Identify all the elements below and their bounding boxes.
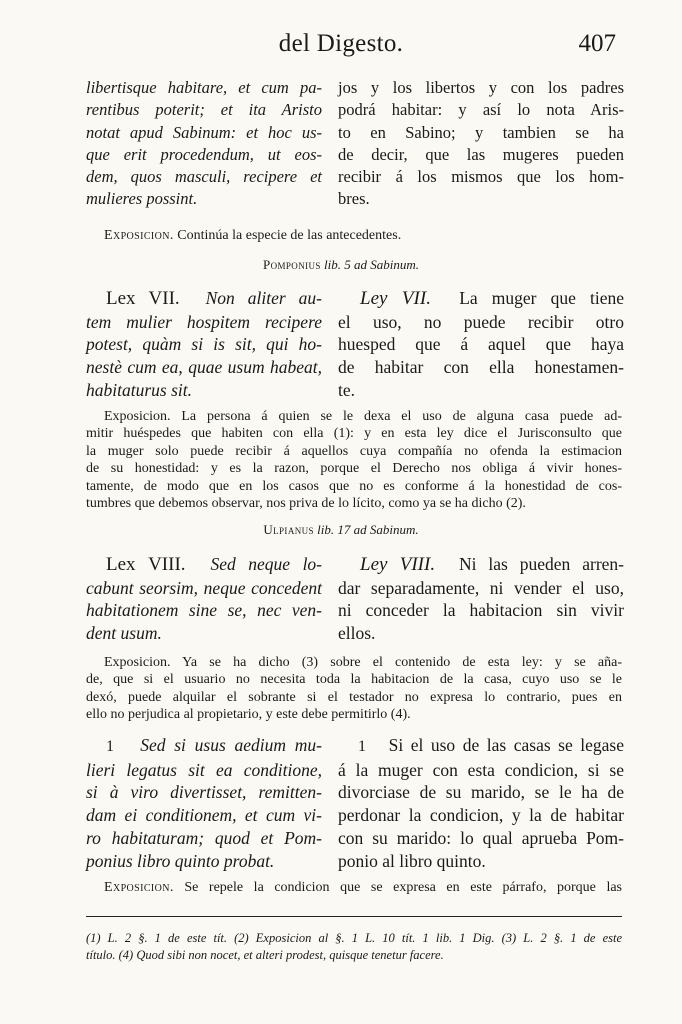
- section-number: 1: [358, 738, 366, 755]
- latin-line: libertisque habitare, et cum pa-: [86, 78, 322, 97]
- latin-line: dem, quos masculi, recipere et: [86, 167, 322, 187]
- spanish-line: te.: [338, 379, 356, 400]
- spanish-line: á la muger con esta condicion, si se: [338, 759, 624, 780]
- exposicion-text: Se repele la condicion que se expresa en este párrafo, porque las: [184, 880, 622, 895]
- latin-line: habitationem sine se, nec ven-: [86, 600, 322, 621]
- latin-line: nestè cum ea, quae usum habeat,: [86, 357, 322, 378]
- latin-line: si à viro divertisset, remitten-: [86, 782, 322, 803]
- latin-column-lex7: [86, 287, 322, 402]
- exposicion-4: [86, 879, 622, 896]
- spanish-column-lex8: [338, 553, 624, 645]
- spanish-column-block1: [338, 77, 624, 211]
- latin-line: Sed si usus aedium mu-: [140, 735, 323, 755]
- latin-line: habitaturus sit.: [86, 379, 192, 400]
- spanish-line: Ni las pueden arren-: [458, 554, 624, 574]
- spanish-line: huesped que á aquel que haya: [338, 334, 624, 355]
- exposicion-3: [86, 654, 622, 724]
- spanish-line: to en Sabino; y tambien se ha: [338, 122, 624, 142]
- spanish-line: de habitar con ella honestamen-: [338, 357, 624, 378]
- latin-line: notat apud Sabinum: et hoc us-: [86, 122, 322, 142]
- ley-number: Ley VIII.: [360, 554, 436, 575]
- spanish-column-section1: [338, 734, 624, 872]
- spanish-line: perdonar la condicion, y la de habitar: [338, 805, 624, 826]
- lex-number: Lex VIII.: [106, 554, 186, 575]
- spanish-column-lex7: [338, 287, 624, 402]
- latin-line: dent usum.: [86, 623, 162, 644]
- spanish-line: recibir á los mismos que los hom-: [338, 167, 624, 187]
- source-citation-1: [0, 257, 682, 273]
- latin-column-block1: [86, 77, 322, 211]
- latin-line: Sed neque lo-: [210, 554, 323, 574]
- exposicion-line: Exposicion. La persona á quien se le dexa el uso de alguna casa puede ad-: [104, 409, 622, 424]
- footnote-rule: [86, 916, 622, 917]
- exposicion-label: Exposicion.: [104, 880, 174, 895]
- latin-line: rentibus poterit; et ita Aristo: [86, 100, 322, 120]
- exposicion-label: Exposicion.: [104, 228, 174, 243]
- exposicion-line: tumbres que debemos observar, nos priva de lo lícito, como ya se ha dicho (2).: [86, 496, 526, 512]
- page-number: 407: [578, 30, 616, 57]
- latin-line: lieri legatus sit ea conditione,: [86, 759, 322, 780]
- exposicion-line: de, que si el usuario no necesita toda la habitacion de la casa, cuyo uso se le: [86, 672, 622, 688]
- exposicion-line: ello no perjudica al propietario, y este debe permitirlo (4).: [86, 707, 411, 723]
- source-author: Pomponius: [262, 257, 321, 272]
- ley-number: Ley VII.: [360, 288, 431, 309]
- exposicion-1: [86, 227, 622, 244]
- footnote-line: título. (4) Quod sibi non nocet, et alteri prodest, quisque tenetur facere.: [86, 948, 444, 962]
- latin-line: tem mulier hospitem recipere: [86, 311, 322, 332]
- spanish-line: jos y los libertos y con los padres: [338, 78, 624, 97]
- latin-line: ponius libro quinto probat.: [86, 850, 275, 871]
- spanish-line: bres.: [338, 189, 370, 209]
- running-head: del Digesto.: [278, 30, 404, 57]
- exposicion-line: tamente, de modo que en los casos que no es conforme á la honestidad de cos-: [86, 478, 622, 494]
- spanish-line: ni conceder la habitacion sin vivir: [338, 600, 624, 621]
- spanish-line: ponio al libro quinto.: [338, 850, 486, 871]
- spanish-line: con su marido: lo qual aprueba Pom-: [338, 827, 624, 848]
- spanish-line: dar separadamente, ni vender el uso,: [338, 577, 624, 598]
- latin-column-lex8: [86, 553, 322, 645]
- section-number: 1: [106, 738, 114, 755]
- footnotes: [86, 930, 622, 964]
- source-citation-2: [0, 522, 682, 538]
- latin-line: ro habitaturam; quod et Pom-: [86, 827, 322, 848]
- spanish-line: podrá habitar: y así lo nota Aris-: [338, 100, 624, 120]
- source-ref: lib. 17 ad Sabinum.: [317, 522, 419, 537]
- spanish-line: de decir, que las mugeres pueden: [338, 144, 624, 164]
- exposicion-line: la muger solo puede recibir á aquellos cuya compañía no ofenda la estimacion: [86, 443, 622, 459]
- exposicion-text: Continúa la especie de las antecedentes.: [177, 228, 402, 243]
- source-ref: lib. 5 ad Sabinum.: [324, 257, 420, 272]
- spanish-line: el uso, no puede recibir otro: [338, 311, 624, 332]
- source-author: Ulpianus: [263, 522, 314, 537]
- latin-line: que erit procedendum, ut eos-: [86, 144, 322, 164]
- exposicion-line: mitir huéspedes que habiten con ella (1): y en esta ley dice el Jurisconsulto que: [86, 426, 622, 442]
- spanish-line: divorciase de su marido, se le ha de: [338, 782, 624, 803]
- latin-line: cabunt seorsim, neque concedent: [86, 577, 322, 598]
- exposicion-line: Exposicion. Ya se ha dicho (3) sobre el contenido de esta ley: y se aña-: [104, 655, 622, 670]
- latin-line: dam ei conditionem, et cum vi-: [86, 805, 322, 826]
- exposicion-2: [86, 408, 622, 512]
- spanish-line: Si el uso de las casas se legase: [388, 735, 625, 755]
- latin-line: Non aliter au-: [205, 288, 322, 308]
- spanish-line: La muger que tiene: [459, 288, 625, 308]
- latin-line: potest, quàm si is sit, qui ho-: [86, 334, 322, 355]
- spanish-line: ellos.: [338, 623, 376, 644]
- footnote-line: (1) L. 2 §. 1 de este tít. (2) Exposicion al §. 1 L. 10 tít. 1 lib. 1 Dig. (3) L. 2 §. 1 de este: [86, 931, 622, 945]
- exposicion-line: dexó, puede alquilar el sobrante si el testador no expresa lo contrario, pues en: [86, 689, 622, 705]
- latin-column-section1: [86, 734, 322, 872]
- latin-line: mulieres possint.: [86, 189, 198, 209]
- exposicion-line: de su honestidad: y es la razon, porque el Derecho nos obliga á vivir hones-: [86, 461, 622, 477]
- lex-number: Lex VII.: [106, 288, 180, 309]
